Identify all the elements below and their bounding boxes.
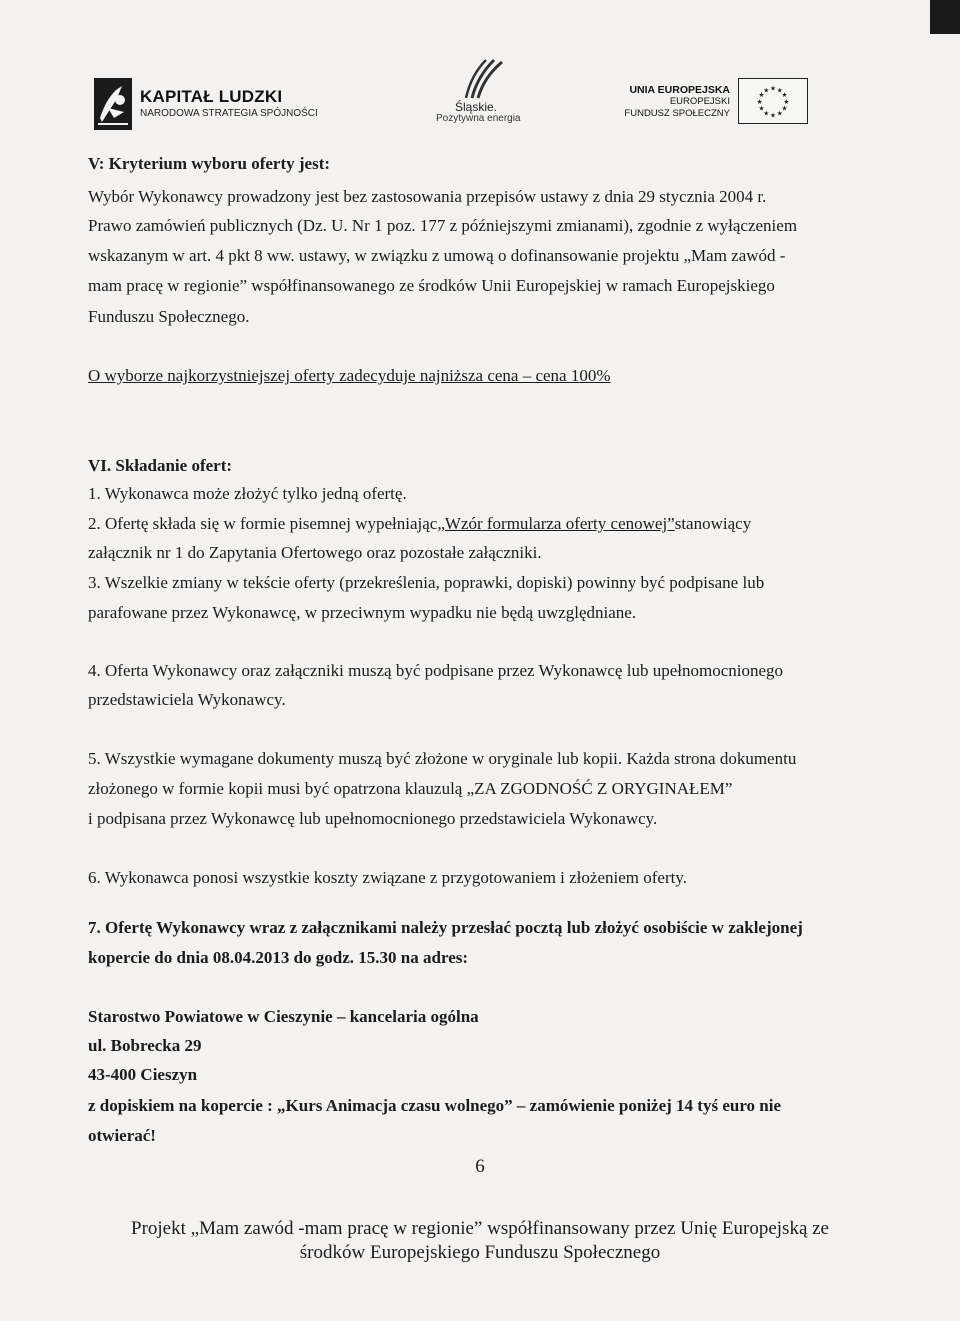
form-template-reference: „Wzór formularza oferty cenowej” [437,514,675,533]
svg-text:★: ★ [758,91,765,100]
address-line: ul. Bobrecka 29 [88,1036,202,1055]
svg-text:★: ★ [763,86,770,95]
svg-text:★: ★ [776,109,783,118]
svg-text:★: ★ [781,104,788,113]
section-5-line: Prawo zamówień publicznych (Dz. U. Nr 1 poz. 177 z późniejszymi zmianami), zgodnie z wyłączeniem [88,216,798,235]
page-number: 6 [475,1156,485,1177]
section-5-line: wskazanym w art. 4 pkt 8 ww. ustawy, w związku z umową o dofinansowanie projektu „Mam zawód - [88,246,786,265]
eu-logo [612,78,808,128]
svg-text:★: ★ [770,84,776,93]
offer-rule-5: 5. Wszystkie wymagane dokumenty muszą być złożone w oryginale lub kopii. Każda strona dokumentu [88,749,797,768]
offer-rule-7-cont: kopercie do dnia 08.04.2013 do godz. 15.30 na adres: [88,948,469,967]
svg-text:★: ★ [763,109,770,118]
svg-text:★: ★ [776,86,783,95]
eu-line-2: EUROPEJSKI [669,96,730,107]
eu-line-1: UNIA EUROPEJSKA [629,84,730,96]
kapital-ludzki-subtitle: NARODOWA STRATEGIA SPÓJNOŚCI [140,108,318,119]
kapital-ludzki-logo [94,78,318,130]
section-5-line: Funduszu Społecznego. [88,307,250,326]
selection-criterion: O wyborze najkorzystniejszej oferty zadecyduje najniższa cena – cena 100% [88,366,611,385]
address-line: Starostwo Powiatowe w Cieszynie – kancelaria ogólna [88,1007,479,1026]
footer-line-2: środków Europejskiego Funduszu Społecznego [299,1242,661,1263]
eu-flag-stars-icon [738,78,808,124]
slaskie-name: Śląskie. [455,100,498,114]
svg-text:★: ★ [756,97,763,106]
svg-text:★: ★ [770,111,776,120]
slaskie-tagline: Pozytywna energia [436,113,521,124]
section-5-heading: V: Kryterium wyboru oferty jest: [88,154,331,173]
offer-rule-3: 3. Wszelkie zmiany w tekście oferty (przekreślenia, poprawki, dopiski) powinny być podpisane lub [88,573,765,592]
kapital-ludzki-title: KAPITAŁ LUDZKI [140,87,283,106]
offer-rule-5-cont: i podpisana przez Wykonawcę lub upełnomocnionego przedstawiciela Wykonawcy. [88,809,658,828]
scan-corner-mark [930,0,960,34]
section-6-heading: VI. Składanie ofert: [88,456,233,475]
offer-rule-6: 6. Wykonawca ponosi wszystkie koszty związane z przygotowaniem i złożeniem oferty. [88,868,687,887]
slaskie-stripes-icon [448,58,504,102]
offer-rule-3-cont: parafowane przez Wykonawcę, w przeciwnym wypadku nie będą uwzględniane. [88,603,637,622]
kapital-ludzki-emblem-icon [94,78,132,130]
offer-rule-2: 2. Ofertę składa się w formie pisemnej wypełniając„Wzór formularza oferty cenowej”stanowiący [88,514,752,533]
offer-rule-4: 4. Oferta Wykonawcy oraz załączniki muszą być podpisane przez Wykonawcę lub upełnomocnionego [88,661,784,680]
address-line: 43-400 Cieszyn [88,1065,198,1084]
svg-text:★: ★ [781,91,788,100]
svg-text:★: ★ [783,97,790,106]
envelope-note: z dopiskiem na kopercie : „Kurs Animacja czasu wolnego” – zamówienie poniżej 14 tyś euro nie [88,1096,782,1115]
slaskie-logo [430,58,540,128]
offer-rule-2-cont: załącznik nr 1 do Zapytania Ofertowego oraz pozostałe załączniki. [88,543,542,562]
footer-line-1: Projekt „Mam zawód -mam pracę w regionie” współfinansowany przez Unię Europejską ze [131,1218,829,1239]
offer-rule-1: 1. Wykonawca może złożyć tylko jedną ofertę. [88,484,407,503]
offer-rule-4-cont: przedstawiciela Wykonawcy. [88,690,286,709]
svg-text:★: ★ [758,104,765,113]
offer-rule-7: 7. Ofertę Wykonawcy wraz z załącznikami należy przesłać pocztą lub złożyć osobiście w zaklejonej [88,918,803,937]
section-5-line: mam pracę w regionie” współfinansowanego ze środków Unii Europejskiej w ramach Europejskiego [88,276,775,295]
eu-logo-text [624,84,730,120]
eu-line-3: FUNDUSZ SPOŁECZNY [624,108,730,119]
section-5-line: Wybór Wykonawcy prowadzony jest bez zastosowania przepisów ustawy z dnia 29 stycznia 2004 r. [88,187,767,206]
offer-rule-5-cont: złożonego w formie kopii musi być opatrzona klauzulą „ZA ZGODNOŚĆ Z ORYGINAŁEM” [88,779,733,798]
envelope-note-cont: otwierać! [88,1126,156,1145]
